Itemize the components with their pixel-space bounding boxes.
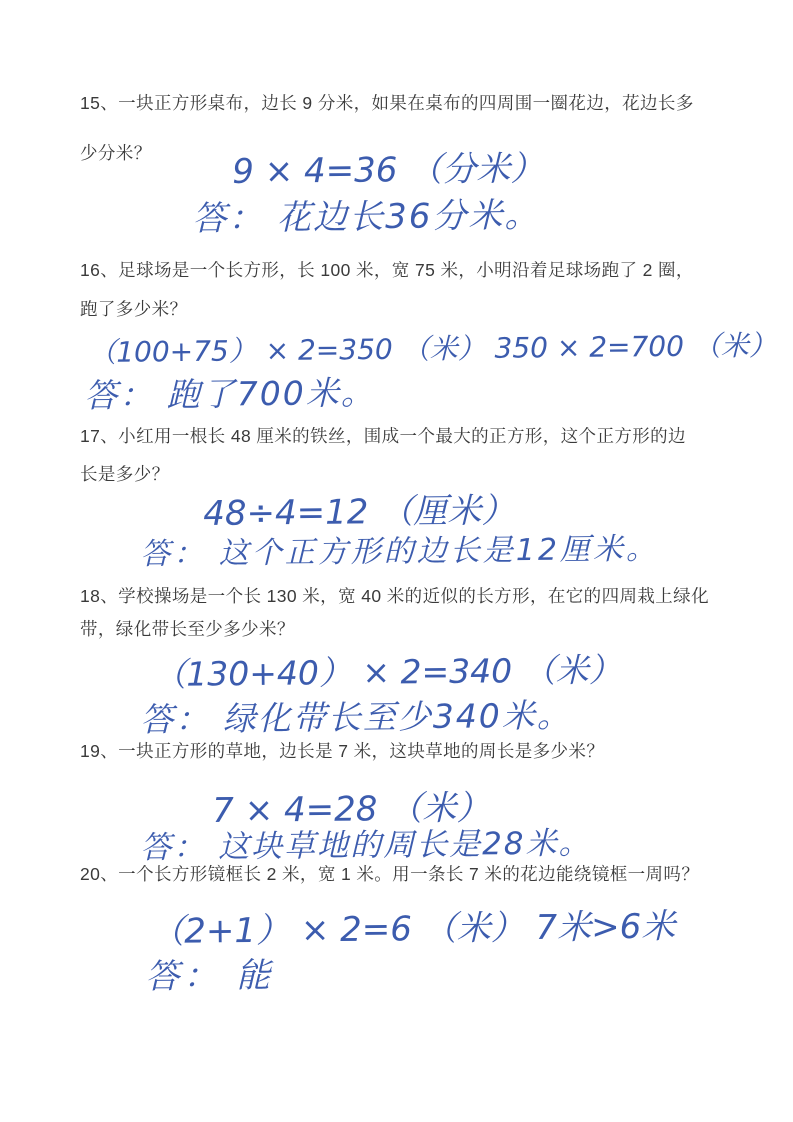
handwritten-answer-20: 答： 能: [145, 955, 275, 997]
handwritten-work-19: 7 × 4=28 （米）: [212, 788, 491, 831]
handwritten-answer-17: 答： 这个正方形的边长是12厘米。: [140, 531, 660, 572]
question-18-line-1: 18、学校操场是一个长 130 米，宽 40 米的近似的长方形，在它的四周栽上绿化: [80, 586, 709, 606]
handwritten-answer-18: 答： 绿化带长至少340米。: [140, 695, 572, 739]
question-15-line-2: 少分米？: [80, 143, 152, 163]
handwritten-work-15: 9 × 4=36 （分米）: [232, 148, 545, 192]
question-17-line-1: 17、小红用一根长 48 厘米的铁丝，围成一个最大的正方形，这个正方形的边: [80, 426, 686, 446]
question-15-line-1: 15、一块正方形桌布，边长 9 分米，如果在桌布的四周围一圈花边，花边长多: [80, 93, 694, 113]
question-16-line-1: 16、足球场是一个长方形，长 100 米，宽 75 米，小明沿着足球场跑了 2 圈，: [80, 260, 694, 280]
handwritten-work-20: （2+1） × 2=6 （米） 7米>6米: [150, 906, 676, 952]
handwritten-answer-19: 答： 这块草地的周长是28米。: [140, 825, 592, 866]
handwritten-work-18: （130+40） × 2=340 （米）: [153, 650, 622, 694]
question-18-line-2: 带，绿化带长至少多少米？: [80, 619, 295, 639]
question-16-line-2: 跑了多少米？: [80, 299, 188, 319]
question-17-line-2: 长是多少？: [80, 464, 170, 484]
question-19-line-1: 19、一块正方形的草地，边长是 7 米，这块草地的周长是多少米？: [80, 741, 605, 761]
handwritten-answer-16: 答： 跑了700米。: [84, 372, 376, 415]
handwritten-work-16: （100+75） × 2=350 （米） 350 × 2=700 （米）: [88, 328, 778, 369]
handwritten-answer-15: 答： 花边长36分米。: [192, 195, 541, 239]
handwritten-work-17: 48÷4=12 （厘米）: [203, 490, 516, 534]
question-20-line-1: 20、一个长方形镜框长 2 米，宽 1 米。用一条长 7 米的花边能绕镜框一周吗？: [80, 864, 700, 884]
